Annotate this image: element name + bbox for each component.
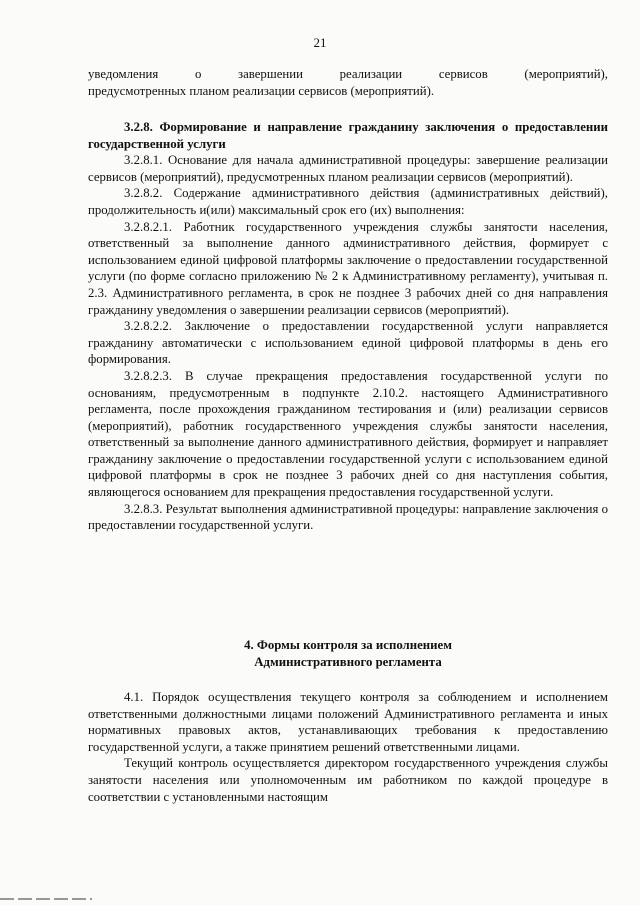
paragraph-3-2-8-2: 3.2.8.2. Содержание административного действия (административных действий), продолжительность и(или) максимальный срок его (их) выполнения:: [88, 186, 608, 217]
section-3-2-8: [88, 119, 608, 534]
intro-line-2: предусмотренных планом реализации сервисов (мероприятий).: [88, 83, 435, 98]
intro-paragraph: [88, 66, 608, 99]
section-4-title-line-2: Административного регламента: [254, 654, 442, 669]
paragraph-3-2-8-1: 3.2.8.1. Основание для начала административной процедуры: завершение реализации сервисов (мероприятий), предусмотренных планом реализации сервисов (мероприятий).: [88, 153, 608, 184]
paragraph-3-2-8-2-1: 3.2.8.2.1. Работник государственного учреждения службы занятости населения, ответственный за выполнение данного административного действия, формирует с использованием единой цифровой платформы заключение о предоставлении государственной услуги (по форме согласно приложению № 2 к Административному регламенту), учитывая п. 2.3. Административного регламента, в срок не позднее 3 рабочих дней со дня направления гражданину уведомления о завершении реализации сервисов (мероприятий).: [88, 219, 608, 317]
intro-line-1: уведомления о завершении реализации сервисов (мероприятий),: [88, 67, 608, 81]
paragraph-3-2-8-3: 3.2.8.3. Результат выполнения административной процедуры: направление заключения о предоставлении государственной услуги.: [88, 501, 608, 533]
section-4-body: [88, 689, 608, 805]
paragraph-4-1: 4.1. Порядок осуществления текущего контроля за соблюдением и исполнением ответственными должностными лицами положений Административного регламента и иных нормативных правовых актов, устанавливающих требования к предоставлению государственной услуги, а также принятием решений ответственными лицами.: [88, 690, 608, 754]
paragraph-current-control: Текущий контроль осуществляется директором государственного учреждения службы занятости населения или уполномоченным им работником по каждой процедуре в соответствии с установленными настоящим: [88, 756, 608, 804]
paragraph-3-2-8-2-3: 3.2.8.2.3. В случае прекращения предоставления государственной услуги по основаниям, предусмотренным в подпункте 2.10.2. настоящего Административного регламента, после прохождения гражданином тестирования и (или) реализации сервисов (мероприятий), работник государственного учреждения службы занятости населения, ответственный за выполнение данного административного действия, формирует и направляет гражданину заключение о предоставлении государственной услуги с использованием единой цифровой платформы в срок не позднее 3 рабочих дней со дня наступления события, являющегося основанием для прекращения предоставления государственной услуги.: [88, 368, 608, 500]
scan-edge-mark: [0, 898, 92, 900]
page-number: 21: [313, 35, 327, 50]
paragraph-3-2-8-2-2: 3.2.8.2.2. Заключение о предоставлении государственной услуги направляется гражданину автоматически с использованием единой цифровой платформы в день его формирования.: [88, 319, 608, 367]
section-3-2-8-heading: 3.2.8. Формирование и направление гражданину заключения о предоставлении государственной услуги: [88, 120, 608, 151]
section-4-title-line-1: 4. Формы контроля за исполнением: [244, 638, 452, 652]
section-4-title: [88, 637, 608, 670]
